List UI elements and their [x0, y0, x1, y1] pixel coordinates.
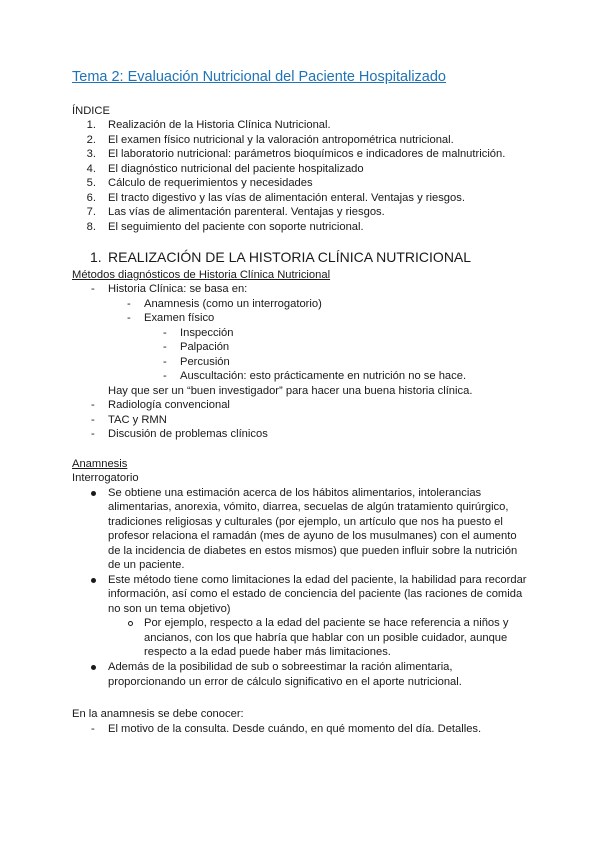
note-text: Hay que ser un “buen investigador” para hacer una buena historia clínica. [108, 385, 473, 397]
paragraph-line: respecto a la edad puede haber más limitaciones. [144, 646, 391, 658]
index-heading: ÍNDICE [72, 105, 110, 117]
exam-item: Palpación [180, 341, 230, 353]
dash-marker: - [163, 356, 167, 368]
index-number: 6. [86, 192, 96, 204]
index-item: Las vías de alimentación parenteral. Ventajas y riesgos. [108, 206, 385, 218]
section-subheading: Métodos diagnósticos de Historia Clínica Nutricional [72, 269, 331, 281]
paragraph-line: Se obtiene una estimación acerca de los hábitos alimentarios, intolerancias [108, 487, 482, 499]
dash-marker: - [163, 341, 167, 353]
bullet-icon [91, 665, 96, 670]
paragraph-line: Además de la posibilidad de sub o sobreestimar la ración alimentaria, [108, 661, 453, 673]
index-item: El seguimiento del paciente con soporte nutricional. [108, 221, 364, 233]
index-number: 1. [86, 119, 96, 131]
dash-marker: - [91, 723, 95, 735]
dash-marker: - [163, 327, 167, 339]
paragraph-line: de un paciente. [108, 559, 185, 571]
bullet-icon [91, 491, 96, 496]
section-number: 1. [90, 249, 102, 265]
list-item: TAC y RMN [108, 414, 167, 426]
exam-item: Percusión [180, 356, 230, 368]
paragraph-line: información, así como el estado de conciencia del paciente (las raciones de comida [108, 588, 523, 600]
index-number: 3. [86, 148, 96, 160]
paragraph-line: alimentarias, anorexia, vómito, diarrea, secuelas de algún tratamiento quirúrgico, [108, 501, 509, 513]
dash-marker: - [91, 399, 95, 411]
paragraph-line: tradiciones religiosas y culturales (por ejemplo, un artículo que nos ha puesto el [108, 516, 503, 528]
list-item: Discusión de problemas clínicos [108, 428, 268, 440]
paragraph-line: no son un tema objetivo) [108, 603, 231, 615]
index-item: El laboratorio nutricional: parámetros bioquímicos e indicadores de malnutrición. [108, 148, 506, 160]
index-number: 7. [86, 206, 96, 218]
section-heading: REALIZACIÓN DE LA HISTORIA CLÍNICA NUTRICIONAL [108, 249, 472, 265]
dash-marker: - [91, 414, 95, 426]
paragraph-line: ancianos, con los que habría que hablar con un posible cuidador, aunque [144, 632, 508, 644]
paragraph-line: Este método tiene como limitaciones la edad del paciente, la habilidad para recordar [108, 574, 527, 586]
exam-item: Auscultación: esto prácticamente en nutrición no se hace. [180, 370, 467, 382]
index-number: 4. [86, 163, 96, 175]
list-item-examen: Examen físico [144, 312, 215, 324]
anamnesis-subheading: Interrogatorio [72, 472, 139, 484]
index-item: El diagnóstico nutricional del paciente hospitalizado [108, 163, 364, 175]
dash-marker: - [163, 370, 167, 382]
list-item-anamnesis: Anamnesis (como un interrogatorio) [144, 298, 322, 310]
index-number: 5. [86, 177, 96, 189]
list-item-historia: Historia Clínica: se basa en: [108, 283, 248, 295]
index-item: Cálculo de requerimientos y necesidades [108, 177, 313, 189]
anamnesis-heading: Anamnesis [72, 458, 128, 470]
dash-marker: - [127, 298, 131, 310]
index-item: El examen físico nutricional y la valoración antropométrica nutricional. [108, 134, 454, 146]
dash-marker: - [91, 428, 95, 440]
index-item: El tracto digestivo y las vías de alimentación enteral. Ventajas y riesgos. [108, 192, 465, 204]
bullet-icon [91, 578, 96, 583]
index-number: 2. [86, 134, 96, 146]
list-item: El motivo de la consulta. Desde cuándo, en qué momento del día. Detalles. [108, 723, 482, 735]
index-item: Realización de la Historia Clínica Nutricional. [108, 119, 331, 131]
dash-marker: - [127, 312, 131, 324]
exam-item: Inspección [180, 327, 234, 339]
circle-bullet-icon [128, 621, 133, 626]
dash-marker: - [91, 283, 95, 295]
index-number: 8. [86, 221, 96, 233]
know-heading: En la anamnesis se debe conocer: [72, 708, 244, 720]
paragraph-line: de la incidencia de diabetes en estos mismos) que pueden influir sobre la nutrición [108, 545, 518, 557]
list-item: Radiología convencional [108, 399, 230, 411]
paragraph-line: proporcionando un error de cálculo significativo en el aporte nutricional. [108, 676, 462, 688]
paragraph-line: profesor relaciona el ramadán (mes de ayuno de los musulmanes) con el aumento [108, 530, 517, 542]
document-title: Tema 2: Evaluación Nutricional del Paciente Hospitalizado [72, 69, 446, 85]
paragraph-line: Por ejemplo, respecto a la edad del paciente se hace referencia a niños y [144, 617, 509, 629]
